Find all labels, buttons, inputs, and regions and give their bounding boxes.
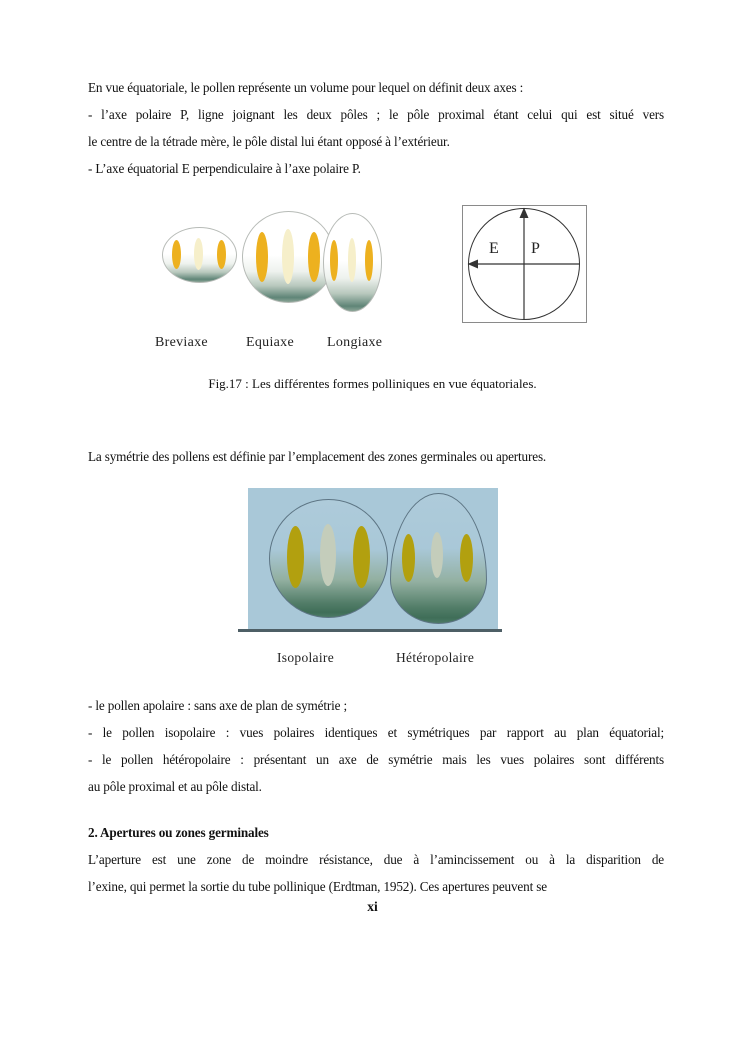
body-text-line: La symétrie des pollens est définie par l’emplacement des zones germinales ou apertures. [88, 449, 547, 464]
aperture-left-icon [256, 232, 268, 282]
aperture-middle-icon [431, 532, 443, 578]
body-text-line: L’aperture est une zone de moindre résistance, due à l’amincissement ou à la disparition de [88, 852, 664, 867]
aperture-middle-icon [194, 238, 203, 270]
axis-label-e: E [489, 240, 499, 257]
aperture-middle-icon [282, 229, 294, 284]
figure-base-line [238, 629, 502, 632]
page-number: xi [367, 899, 378, 914]
aperture-middle-icon [348, 238, 356, 282]
pollen-breviaxe-shape [162, 227, 237, 283]
section-heading: 2. Apertures ou zones germinales [88, 825, 269, 840]
body-text-line: - le pollen isopolaire : vues polaires identiques et symétriques par rapport au plan équatorial; [88, 725, 664, 740]
label-heteropolaire: Hétéropolaire [396, 650, 475, 665]
aperture-right-icon [365, 240, 373, 281]
body-text-line: - le pollen apolaire : sans axe de plan de symétrie ; [88, 698, 348, 713]
aperture-left-icon [402, 534, 415, 582]
aperture-right-icon [460, 534, 473, 582]
polar-axes-diagram [462, 205, 587, 328]
aperture-left-icon [330, 240, 338, 281]
body-text-line: En vue équatoriale, le pollen représente un volume pour lequel on définit deux axes : [88, 80, 524, 95]
polarity-list [88, 692, 664, 800]
aperture-right-icon [308, 232, 320, 282]
aperture-right-icon [217, 240, 226, 269]
pollen-longiaxe-shape [323, 213, 382, 312]
body-text-line: - le pollen hétéropolaire : présentant un axe de symétrie mais les vues polaires sont différents [88, 752, 664, 767]
body-text-line: au pôle proximal et au pôle distal. [88, 779, 262, 794]
label-isopolaire: Isopolaire [277, 650, 334, 665]
body-text-line: - L’axe équatorial E perpendiculaire à l’axe polaire P. [88, 161, 361, 176]
pollen-equiaxe-shape [242, 211, 335, 303]
figure-pollen-polarity [248, 488, 498, 630]
section-2 [88, 819, 664, 900]
aperture-left-icon [172, 240, 181, 269]
label-breviaxe: Breviaxe [155, 335, 208, 350]
figure-caption: Fig.17 : Les différentes formes polliniques en vue équatoriales. [208, 376, 537, 391]
label-equiaxe: Equiaxe [246, 335, 294, 350]
axis-label-p: P [531, 240, 540, 257]
symmetry-paragraph [88, 443, 664, 470]
body-text-line: l’exine, qui permet la sortie du tube pollinique (Erdtman, 1952). Ces apertures peuvent se [88, 879, 547, 894]
aperture-right-icon [353, 526, 370, 588]
pollen-isopolar-shape [269, 499, 388, 618]
aperture-left-icon [287, 526, 304, 588]
label-longiaxe: Longiaxe [327, 335, 383, 350]
aperture-middle-icon [320, 524, 336, 586]
intro-paragraph [88, 74, 664, 182]
pollen-heteropolar-shape [390, 493, 487, 624]
body-text-line: le centre de la tétrade mère, le pôle distal lui étant opposé à l’extérieur. [88, 134, 450, 149]
body-text-line: - l’axe polaire P, ligne joignant les deux pôles ; le pôle proximal étant celui qui est situé vers [88, 107, 664, 122]
